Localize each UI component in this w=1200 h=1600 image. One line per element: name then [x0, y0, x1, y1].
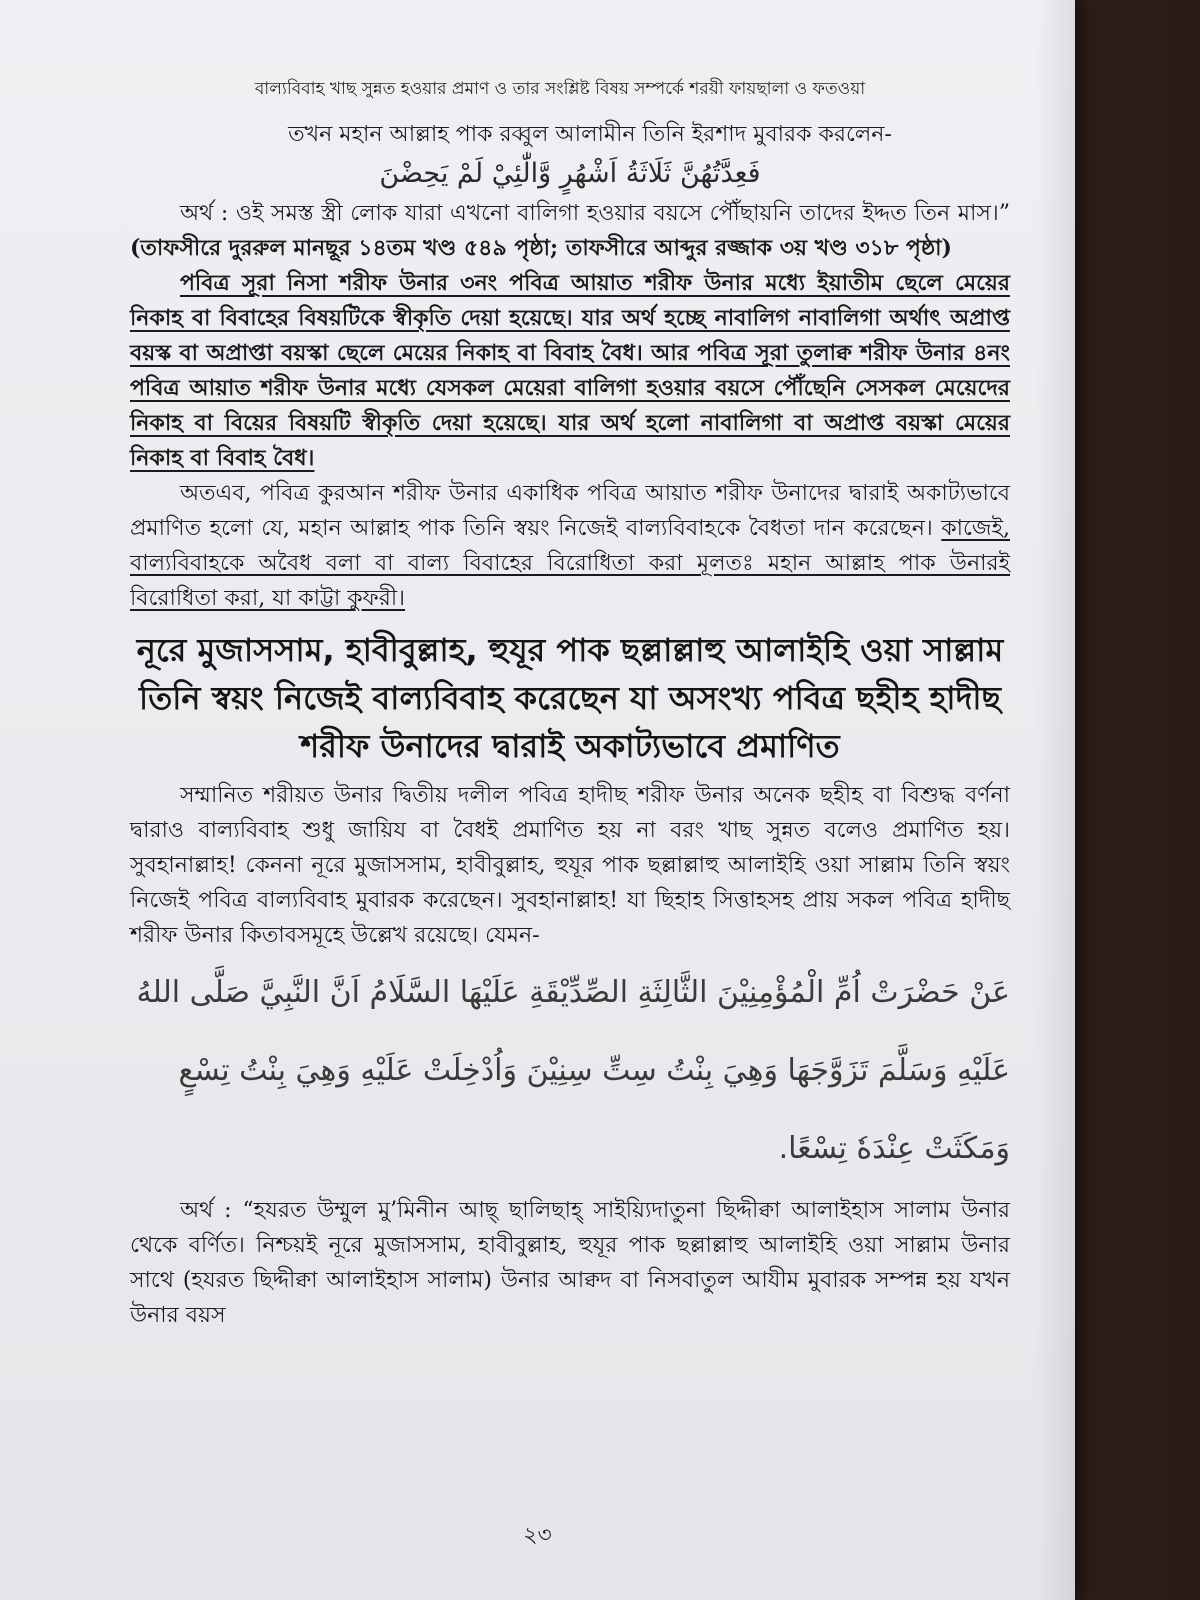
underlined-paragraph-text: পবিত্র সূরা নিসা শরীফ উনার ৩নং পবিত্র আয়াত শরীফ উনার মধ্যে ইয়াতীম ছেলে মেয়ের নিকাহ বা বিবাহের বিষয়টিকে স্বীকৃতি দেয়া হয়েছে। যার অর্থ হচ্ছে নাবালিগ নাবালিগা অর্থাৎ অপ্রাপ্ত বয়স্ক বা অপ্রাপ্তা বয়স্কা ছেলে মেয়ের নিকাহ বা বিবাহ বৈধ। আর পবিত্র সূরা তুলাক্ব শরীফ উনার ৪নং পবিত্র আয়াত শরীফ উনার মধ্যে যেসকল মেয়েরা বালিগা হওয়ার বয়সে পৌঁছেনি সেসকল মেয়েদের নিকাহ বা বিয়ের বিষয়টি স্বীকৃতি দেয়া হয়েছে। যার অর্থ হলো নাবালিগা বা অপ্রাপ্ত বয়স্কা মেয়ের নিকাহ বা বিবাহ বৈধ। [130, 270, 1010, 471]
conclusion-plain-text: অতএব, পবিত্র কুরআন শরীফ উনার একাধিক পবিত্র আয়াত শরীফ উনাদের দ্বারাই অকাট্যভাবে প্রমাণিত হলো যে, মহান আল্লাহ পাক তিনি স্বয়ং নিজেই বাল্যবিবাহকে বৈধতা দান করেছেন। [130, 481, 1010, 541]
verse-intro: তখন মহান আল্লাহ পাক রব্বুল আলামীন তিনি ইরশাদ মুবারক করলেন- [288, 122, 892, 147]
hadith-arabic-block [130, 959, 1010, 1183]
hadith-arabic-line: عَلَيْهِ وَسَلَّمَ تَزَوَّجَهَا وَهِيَ بِنْتُ سِتِّ سِنِيْنَ وَاُدْخِلَتْ عَلَيْهِ وَهِيَ بِنْتُ تِسْعٍ [178, 1053, 1010, 1088]
hadith-meaning: অর্থ : “হযরত উম্মুল মু’মিনীন আছ্ ছালিছাহ্ সাইয়্যিদাতুনা ছিদ্দীক্বা আলাইহাস সালাম উনার থেকে বর্ণিত। নিশ্চয়ই নূরে মুজাসসাম, হাবীবুল্লাহ, হুযূর পাক ছল্লাল্লাহু আলাইহি ওয়া সাল্লাম উনার সাথে (হযরত ছিদ্দীক্বা আলাইহাস সালাম) উনার আক্বদ বা নিসবাতুল আযীম মুবারক সম্পন্ন হয় যখন উনার বয়স [130, 1198, 1010, 1328]
hadith-arabic-line: عَنْ حَضْرَتْ اُمِّ الْمُؤْمِنِيْنَ الثَّالِثَةِ الصِّدِّيْقَةِ عَلَيْهَا السَّلَامُ اَنَّ النَّبِيَّ صَلَّى اللهُ [136, 975, 1010, 1010]
hadith-intro-paragraph: সম্মানিত শরীয়ত উনার দ্বিতীয় দলীল পবিত্র হাদীছ শরীফ উনার অনেক ছহীহ বা বিশুদ্ধ বর্ণনা দ্বারাও বাল্যবিবাহ শুধু জায়িয বা বৈধই প্রমাণিত হয় না বরং খাছ সুন্নত বলেও প্রমাণিত হয়। সুবহানাল্লাহ! কেননা নূরে মুজাসসাম, হাবীবুল্লাহ, হুযূর পাক ছল্লাল্লাহু আলাইহি ওয়া সাল্লাম তিনি স্বয়ং নিজেই পবিত্র বাল্যবিবাহ মুবারক করেছেন। সুবহানাল্লাহ! যা ছিহাহ সিত্তাহসহ প্রায় সকল পবিত্র হাদীছ শরীফ উনার কিতাবসমূহে উল্লেখ রয়েছে। যেমন- [130, 783, 1010, 948]
verse-reference: (তাফসীরে দুররুল মানছূর ১৪তম খণ্ড ৫৪৯ পৃষ্ঠা; তাফসীরে আব্দুর রজ্জাক ৩য় খণ্ড ৩১৮ পৃষ্ঠা) [130, 235, 952, 261]
verse-meaning-text: অর্থ : ওই সমস্ত স্ত্রী লোক যারা এখনো বালিগা হওয়ার বয়সে পৌঁছায়নি তাদের ইদ্দত তিন মাস।” [180, 201, 1010, 226]
page-body [130, 118, 1010, 1333]
page-number: ২৩ [523, 1523, 552, 1548]
hadith-arabic-line: وَمَكَثَتْ عِنْدَهٗ تِسْعًا. [778, 1131, 1010, 1166]
conclusion-underlined-text: কাজেই, বাল্যবিবাহকে অবৈধ বলা বা বাল্য বিবাহের বিরোধিতা করা মূলতঃ মহান আল্লাহ পাক উনারই বিরোধিতা করা, যা কাট্টা কুফরী। [130, 516, 1010, 611]
section-heading: নূরে মুজাসসাম, হাবীবুল্লাহ, হুযূর পাক ছল্লাল্লাহু আলাইহি ওয়া সাল্লাম তিনি স্বয়ং নিজেই বাল্যবিবাহ করেছেন যা অসংখ্য পবিত্র ছহীহ হাদীছ শরীফ উনাদের দ্বারাই অকাট্যভাবে প্রমাণিত [136, 631, 1004, 765]
arabic-verse: فَعِدَّتُهُنَّ ثَلَاثَةُ اَشْهُرٍ وَّالّٰئِيْ لَمْ يَحِضْنَ [379, 158, 761, 189]
running-header: বাল্যবিবাহ খাছ সুন্নত হওয়ার প্রমাণ ও তার সংশ্লিষ্ট বিষয় সম্পর্কে শরয়ী ফায়ছালা ও ফতওয়া [254, 79, 866, 99]
verse-meaning [130, 196, 1010, 266]
underlined-paragraph [130, 266, 1010, 476]
conclusion-paragraph [130, 476, 1010, 616]
